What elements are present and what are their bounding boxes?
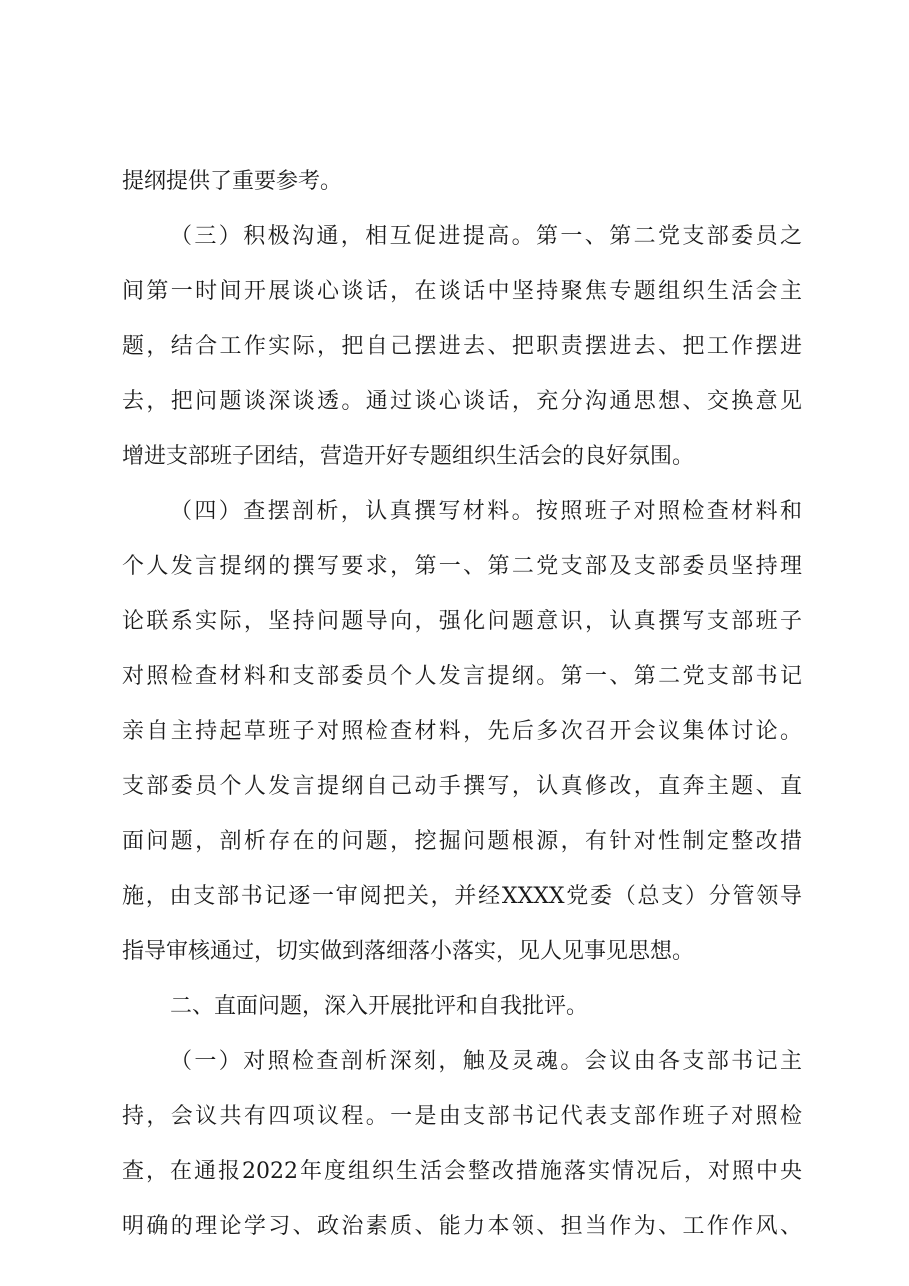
paragraph-3-heading-line: （三）积极沟通，相互促进提高。第一、第二党支部委员之 <box>170 224 802 249</box>
text-line-20: 明确的理论学习、政治素质、能力本领、担当作为、工作作风、 <box>122 1214 802 1239</box>
text-line-18: 持，会议共有四项议程。一是由支部书记代表支部作班子对照检 <box>122 1104 802 1129</box>
text-line-12: 支部委员个人发言提纲自己动手撰写，认真修改，直奔主题、直 <box>122 774 802 799</box>
paragraph-1-heading-line: （一）对照检查剖析深刻，触及灵魂。会议由各支部书记主 <box>170 1049 802 1074</box>
text-line-10: 对照检查材料和支部委员个人发言提纲。第一、第二党支部书记 <box>122 664 802 689</box>
text-line-19: 查，在通报2022年度组织生活会整改措施落实情况后，对照中央 <box>122 1159 802 1184</box>
text-line-6: 增进支部班子团结，营造开好专题组织生活会的良好氛围。 <box>122 444 695 469</box>
text-line-5: 去，把问题谈深谈透。通过谈心谈话，充分沟通思想、交换意见 <box>122 389 802 414</box>
text-line-9: 论联系实际，坚持问题导向，强化问题意识，认真撰写支部班子 <box>122 609 802 634</box>
text-line-15: 指导审核通过，切实做到落细落小落实，见人见事见思想。 <box>122 939 695 964</box>
text-line-1: 提纲提供了重要参考。 <box>122 169 343 194</box>
text-line-8: 个人发言提纲的撰写要求，第一、第二党支部及支部委员坚持理 <box>122 554 802 579</box>
paragraph-4-heading-line: （四）查摆剖析，认真撰写材料。按照班子对照检查材料和 <box>170 499 802 524</box>
text-line-3: 间第一时间开展谈心谈话，在谈话中坚持聚焦专题组织生活会主 <box>122 279 802 304</box>
text-line-4: 题，结合工作实际，把自己摆进去、把职责摆进去、把工作摆进 <box>122 334 802 359</box>
section-2-heading: 二、直面问题，深入开展批评和自我批评。 <box>170 994 589 1019</box>
text-line-14: 施，由支部书记逐一审阅把关，并经XXXX党委（总支）分管领导 <box>122 884 802 909</box>
text-line-13: 面问题，剖析存在的问题，挖掘问题根源，有针对性制定整改措 <box>122 829 802 854</box>
text-line-11: 亲自主持起草班子对照检查材料，先后多次召开会议集体讨论。 <box>122 719 802 744</box>
